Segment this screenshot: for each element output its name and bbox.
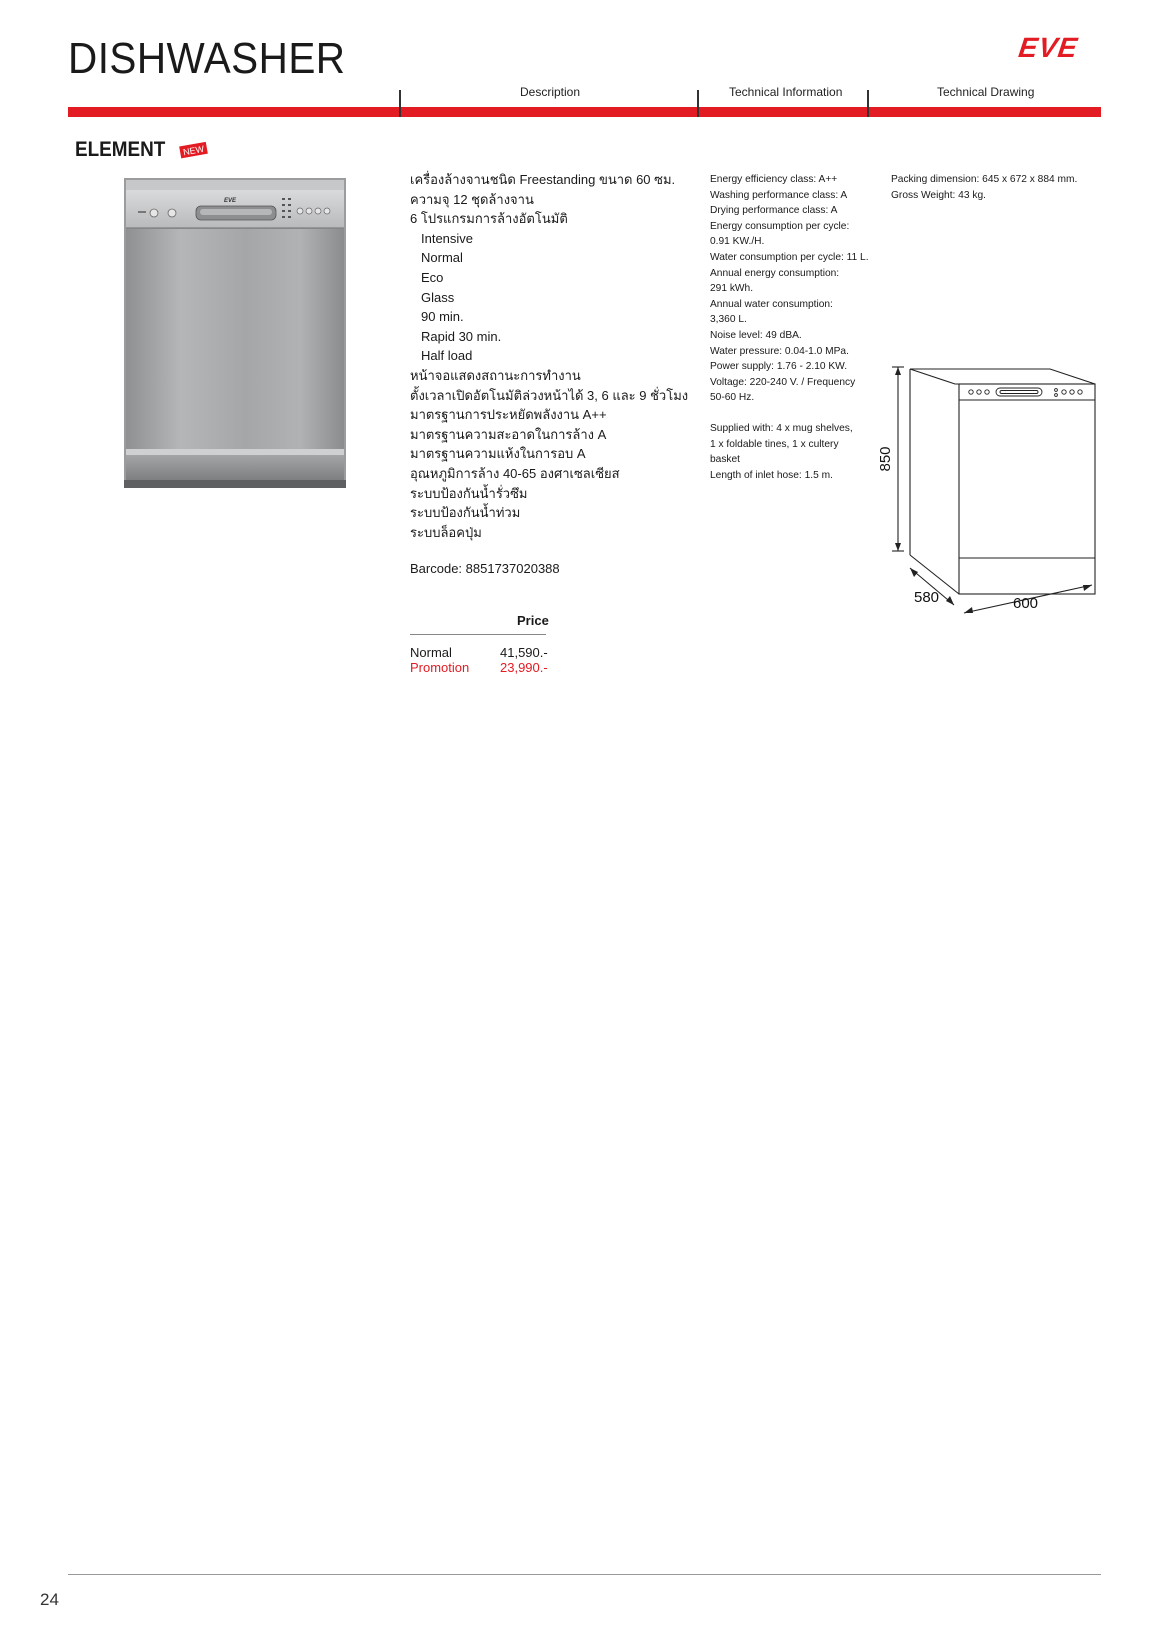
tech-line: Annual water consumption:: [710, 298, 833, 310]
tech-line: Drying performance class: A: [710, 205, 838, 217]
tech-line: Washing performance class: A: [710, 189, 848, 201]
tech-line: Energy efficiency class: A++: [710, 174, 838, 185]
tech-line: Power supply: 1.76 - 2.10 KW.: [710, 361, 848, 373]
column-divider: [867, 90, 869, 117]
eve-logo-icon: [1010, 33, 1100, 63]
page-title: DISHWASHER: [68, 34, 346, 83]
brand-text: EVE: [1013, 33, 1084, 63]
new-badge: [178, 141, 210, 164]
header-red-bar: [68, 107, 1101, 117]
feature-item: มาตรฐานความแห้งในการอบ A: [410, 446, 586, 462]
feature-item: อุณหภูมิการล้าง 40-65 องศาเซลเซียส: [410, 465, 620, 481]
tech-line: Water pressure: 0.04-1.0 MPa.: [710, 345, 849, 357]
packing-dimension: Packing dimension: 645 x 672 x 884 mm.: [891, 174, 1078, 185]
promotion-price-value: 23,990.-: [500, 660, 548, 675]
program-item: Intensive: [421, 230, 474, 246]
height-dimension: 850: [877, 446, 894, 472]
supplied-line: basket: [710, 454, 741, 466]
barcode: Barcode: 8851737020388: [410, 561, 560, 576]
feature-item: หน้าจอแสดงสถานะการทำงาน: [410, 367, 581, 383]
tech-line: Water consumption per cycle: 11 L.: [710, 251, 869, 263]
column-divider: [399, 90, 401, 117]
normal-price-value: 41,590.-: [500, 645, 548, 660]
program-item: 90 min.: [421, 309, 464, 325]
tech-line: 291 kWh.: [710, 283, 754, 295]
program-item: Eco: [421, 269, 444, 285]
feature-item: ระบบป้องกันน้ำรั่วซึม: [410, 485, 528, 501]
tech-line: 50-60 Hz.: [710, 392, 755, 404]
page-number: 24: [40, 1590, 59, 1609]
program-item: Half load: [421, 348, 473, 364]
supplied-line: Supplied with: 4 x mug shelves,: [710, 422, 853, 434]
promotion-price-label: Promotion: [410, 660, 470, 675]
supplied-line: Length of inlet hose: 1.5 m.: [710, 469, 833, 481]
width-dimension: 600: [1013, 595, 1039, 612]
svg-text:EVE: EVE: [224, 198, 237, 204]
model-name: ELEMENT: [75, 138, 166, 161]
packing-info-block: [891, 172, 1077, 203]
description-line: 6 โปรแกรมการล้างอัตโนมัติ: [410, 211, 568, 227]
feature-item: ระบบล็อคปุ่ม: [410, 524, 482, 540]
feature-item: มาตรฐานการประหยัดพลังงาน A++: [410, 407, 607, 423]
tech-line: 3,360 L.: [710, 314, 747, 326]
column-heading-description: Description: [520, 85, 581, 99]
tech-line: Noise level: 49 dBA.: [710, 329, 802, 341]
supplied-line: 1 x foldable tines, 1 x cultery: [710, 438, 839, 450]
feature-item: ตั้งเวลาเปิดอัตโนมัติล่วงหน้าได้ 3, 6 และ 9 ชั่วโมง: [410, 387, 689, 403]
column-divider: [697, 90, 699, 117]
description-block: [410, 170, 688, 542]
feature-item: มาตรฐานความสะอาดในการล้าง A: [410, 426, 607, 442]
description-line: ความจุ 12 ชุดล้างจาน: [410, 191, 534, 207]
gross-weight: Gross Weight: 43 kg.: [891, 189, 986, 201]
program-item: Normal: [421, 250, 463, 266]
technical-drawing: [870, 355, 1110, 640]
program-item: Glass: [421, 289, 455, 305]
tech-line: 0.91 KW./H.: [710, 236, 765, 248]
feature-item: ระบบป้องกันน้ำท่วม: [410, 505, 521, 521]
program-item: Rapid 30 min.: [421, 328, 502, 344]
price-heading: Price: [517, 613, 549, 628]
new-badge-text: NEW: [182, 143, 205, 158]
column-heading-technical-drawing: Technical Drawing: [937, 85, 1035, 99]
product-image: [124, 178, 346, 493]
normal-price-label: Normal: [410, 645, 452, 660]
brand-logo: [1010, 33, 1100, 68]
technical-info-block: [710, 172, 875, 483]
depth-dimension: 580: [914, 589, 940, 606]
tech-line: Voltage: 220-240 V. / Frequency: [710, 376, 856, 388]
tech-line: Annual energy consumption:: [710, 267, 840, 279]
tech-line: Energy consumption per cycle:: [710, 220, 850, 232]
price-divider: [410, 634, 546, 635]
description-line: เครื่องล้างจานชนิด Freestanding ขนาด 60 ซม.: [410, 172, 676, 187]
footer-divider: [68, 1574, 1101, 1575]
column-heading-technical-information: Technical Information: [729, 85, 843, 99]
